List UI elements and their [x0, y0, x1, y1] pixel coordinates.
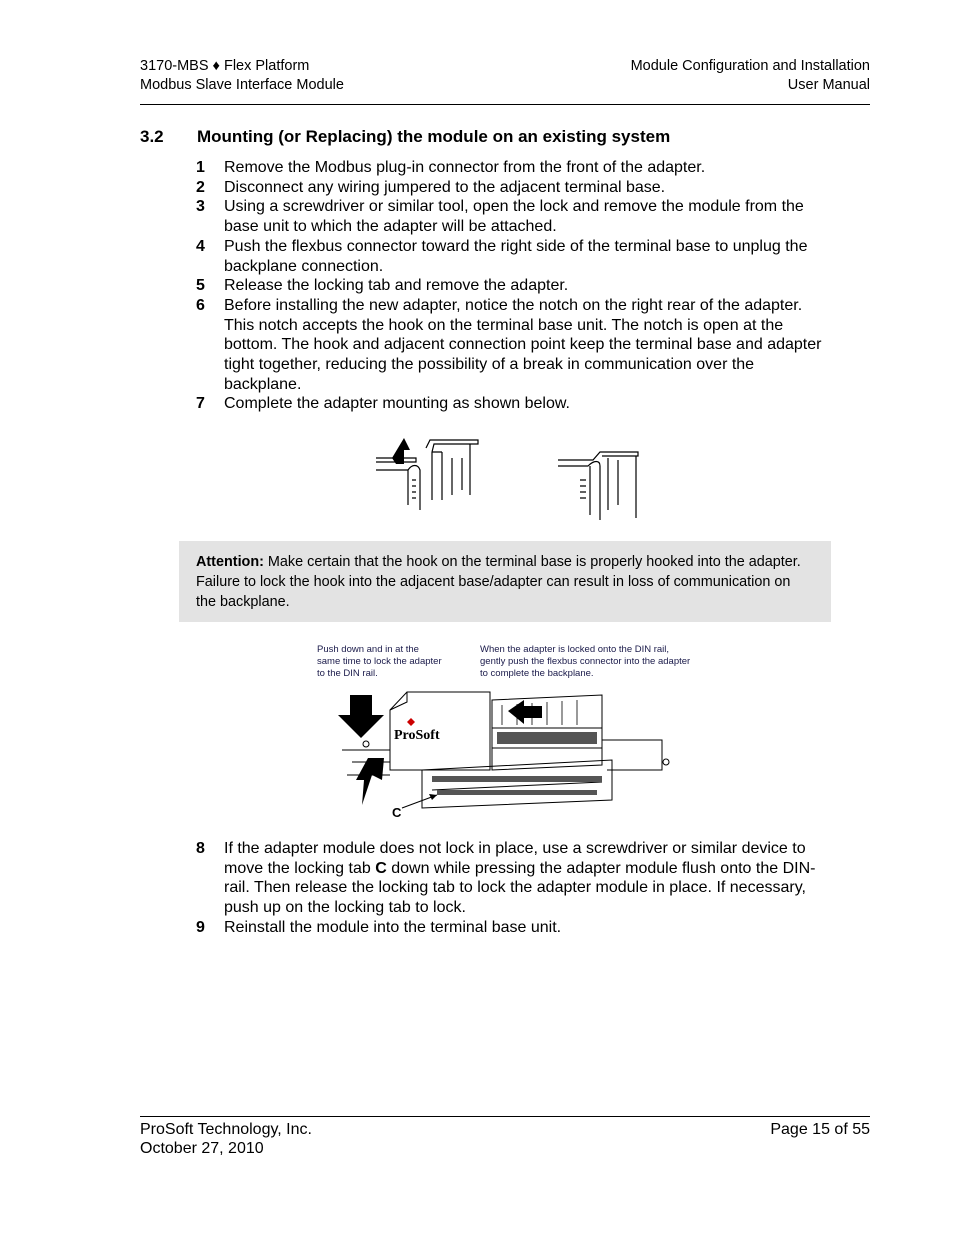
step-number: 8	[196, 840, 205, 857]
step-number: 4	[196, 237, 205, 255]
list-item	[196, 178, 826, 198]
step-text	[224, 839, 826, 918]
list-item	[196, 918, 826, 938]
list-item	[196, 197, 826, 236]
step-text: Remove the Modbus plug-in connector from the front of the adapter.	[224, 159, 706, 176]
attention-label: Attention:	[196, 554, 264, 570]
step-number: 7	[196, 395, 205, 413]
steps-list	[196, 158, 826, 414]
header-divider	[140, 104, 870, 105]
section-title: Mounting (or Replacing) the module on an existing system	[197, 127, 671, 146]
installation-figure	[312, 640, 692, 825]
header-chapter: Module Configuration and Installation	[630, 58, 870, 74]
header-left	[140, 57, 344, 95]
figure-caption-right: When the adapter is locked onto the DIN rail, gently push the flexbus connector into the adapter to complete the backplane.	[480, 644, 691, 679]
step-number: 2	[196, 178, 205, 196]
step-text: Release the locking tab and remove the adapter.	[224, 277, 569, 295]
locking-tab-ref: C	[375, 859, 387, 877]
step-number: 9	[196, 918, 205, 936]
header-right	[631, 57, 870, 95]
step-number: 6	[196, 296, 205, 314]
footer-divider	[140, 1116, 870, 1117]
step-text-part: If the adapter module does not lock in place, use a screwdriver or similar device to move the locking tab	[224, 840, 806, 877]
step-text: Complete the adapter mounting as shown below.	[224, 395, 570, 413]
list-item	[196, 158, 826, 178]
step-number: 5	[196, 277, 205, 295]
footer-company: ProSoft Technology, Inc.	[140, 1121, 312, 1138]
footer-date: October 27, 2010	[140, 1140, 264, 1157]
callout-label: C	[392, 805, 402, 820]
step-text: Push the flexbus connector toward the right side of the terminal base to unplug the backplane connection.	[224, 237, 808, 275]
step-text-part: down while pressing the adapter module flush onto the DIN-rail. Then release the locking tab to lock the adapter module in place. If necessary, push up on the locking tab to lock.	[224, 859, 816, 917]
attention-text: Make certain that the hook on the terminal base is properly hooked into the adapter. Failure to lock the hook into the adjacent base/adapter can result in loss of communication on the backplane.	[196, 554, 801, 610]
header-module: Modbus Slave Interface Module	[140, 77, 344, 93]
hook-diagram	[368, 430, 643, 525]
prosoft-logo: ProSoft	[394, 728, 440, 743]
step-number: 3	[196, 198, 205, 216]
list-item	[196, 296, 826, 395]
step-text: Disconnect any wiring jumpered to the adjacent terminal base.	[224, 178, 666, 196]
module-drawing	[312, 640, 692, 825]
list-item	[196, 839, 826, 918]
footer-left	[140, 1120, 312, 1158]
section-heading	[140, 127, 670, 147]
list-item	[196, 276, 826, 296]
steps-list-continued	[196, 839, 826, 938]
header-doc-type: User Manual	[787, 77, 870, 93]
step-number: 1	[196, 159, 205, 176]
list-item	[196, 394, 826, 414]
list-item	[196, 237, 826, 276]
step-text: Using a screwdriver or similar tool, open the lock and remove the module from the base unit to which the adapter will be attached.	[224, 198, 804, 236]
page-number: Page 15 of 55	[770, 1121, 870, 1138]
step-text: Reinstall the module into the terminal base unit.	[224, 918, 562, 936]
attention-note	[179, 541, 831, 622]
figure-caption-left: Push down and in at the same time to lock the adapter to the DIN rail.	[317, 644, 442, 679]
header-product: 3170-MBS ♦ Flex Platform	[140, 58, 310, 74]
section-number: 3.2	[140, 127, 164, 146]
step-text: Before installing the new adapter, notice the notch on the right rear of the adapter. This notch accepts the hook on the terminal base unit. The notch is open at the bottom. The hook and adjacent connection point keep the terminal base and adapter tight together, reducing the possibility of a break in communication over the backplane.	[224, 296, 822, 393]
